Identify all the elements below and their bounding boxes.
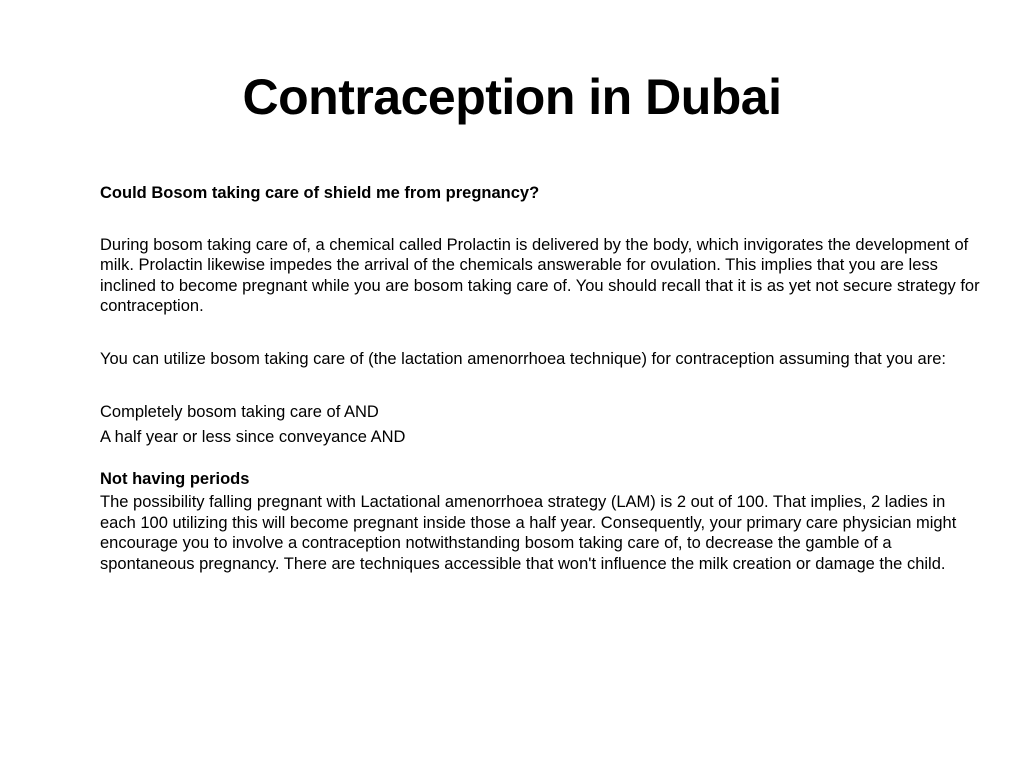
lam-intro-paragraph: You can utilize bosom taking care of (the lactation amenorrhoea technique) for contraception assuming that you are:: [100, 349, 946, 368]
lam-effectiveness-paragraph: The possibility falling pregnant with Lactational amenorrhoea strategy (LAM) is 2 out of 100. That implies, 2 ladies in each 100 utilizing this will become pregnant inside those a half year. Consequently, your primary care physician might encourage you to involve a contraception notwithstanding bosom taking care of, to decrease the gamble of a spontaneous pregnancy. There are techniques accessible that won't influence the milk creation or damage the child.: [100, 493, 957, 573]
condition-item: Completely bosom taking care of AND: [100, 403, 379, 421]
condition-item: A half year or less since conveyance AND: [100, 428, 406, 446]
slide-title: Contraception in Dubai: [242, 69, 782, 125]
prolactin-paragraph: During bosom taking care of, a chemical called Prolactin is delivered by the body, which invigorates the development of milk. Prolactin likewise impedes the arrival of the chemicals answerable for ovulation. This implies that you are less inclined to become pregnant while you are bosom taking care of. You should recall that it is as yet not secure strategy for contraception.: [100, 235, 980, 315]
slide-body: [100, 183, 985, 574]
question-heading: Could Bosom taking care of shield me from pregnancy?: [100, 184, 540, 202]
not-having-periods-heading: Not having periods: [100, 470, 250, 488]
